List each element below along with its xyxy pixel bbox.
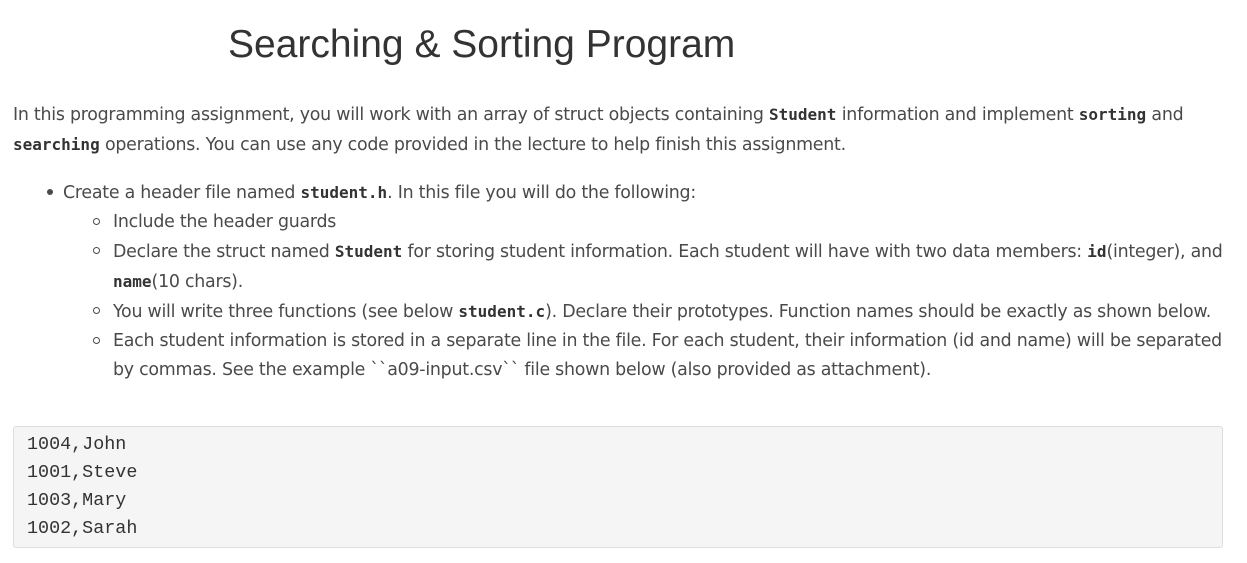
subitem-text: for storing student information. Each student will have with two data members: <box>402 242 1088 262</box>
intro-text: In this programming assignment, you will work with an array of struct objects containing <box>13 105 769 125</box>
subitem-functions <box>113 297 1233 327</box>
inline-code-student: Student <box>769 105 837 124</box>
subitem-text: (10 chars). <box>151 272 243 292</box>
subitem-declare-struct <box>113 237 1233 297</box>
subitem-text: Declare the struct named <box>113 242 335 262</box>
inline-code-id: id <box>1087 242 1107 261</box>
intro-paragraph <box>13 100 1238 160</box>
subitem-text: Each student information is stored in a separate line in the file. For each student, their information (id and name) will be separated by commas. See the example ``a09-input.csv`` file shown below (also provided as attachment). <box>113 331 1222 380</box>
instruction-list <box>13 178 1233 385</box>
subitem-text: Include the header guards <box>113 212 337 232</box>
intro-text: and <box>1146 105 1184 125</box>
code-line: 1001,Steve <box>27 462 138 483</box>
intro-text: information and implement <box>836 105 1079 125</box>
code-line: 1003,Mary <box>27 490 127 511</box>
subitem-header-guards <box>113 208 1233 237</box>
page-title: Searching & Sorting Program <box>228 23 736 66</box>
subitem-file-format <box>113 327 1233 385</box>
inline-code-student-c: student.c <box>458 302 546 321</box>
subitem-text: You will write three functions (see below <box>113 302 459 322</box>
code-block-example-csv <box>13 426 1223 548</box>
intro-text: operations. You can use any code provided in the lecture to help finish this assignment. <box>99 135 846 155</box>
subitem-text: ). Declare their prototypes. Function names should be exactly as shown below. <box>545 302 1212 322</box>
subitem-text: (integer), and <box>1106 242 1223 262</box>
sub-instruction-list <box>63 208 1233 385</box>
code-line: 1004,John <box>27 434 127 455</box>
inline-code-name: name <box>113 272 152 291</box>
inline-code-sorting: sorting <box>1078 105 1147 124</box>
bullet-header-file <box>63 178 1233 385</box>
inline-code-student-h: student.h <box>300 183 388 202</box>
bullet-text: Create a header file named <box>63 183 301 203</box>
code-line: 1002,Sarah <box>27 518 138 539</box>
inline-code-student: Student <box>334 242 403 261</box>
bullet-text: . In this file you will do the following: <box>387 183 696 203</box>
inline-code-searching: searching <box>13 135 100 154</box>
